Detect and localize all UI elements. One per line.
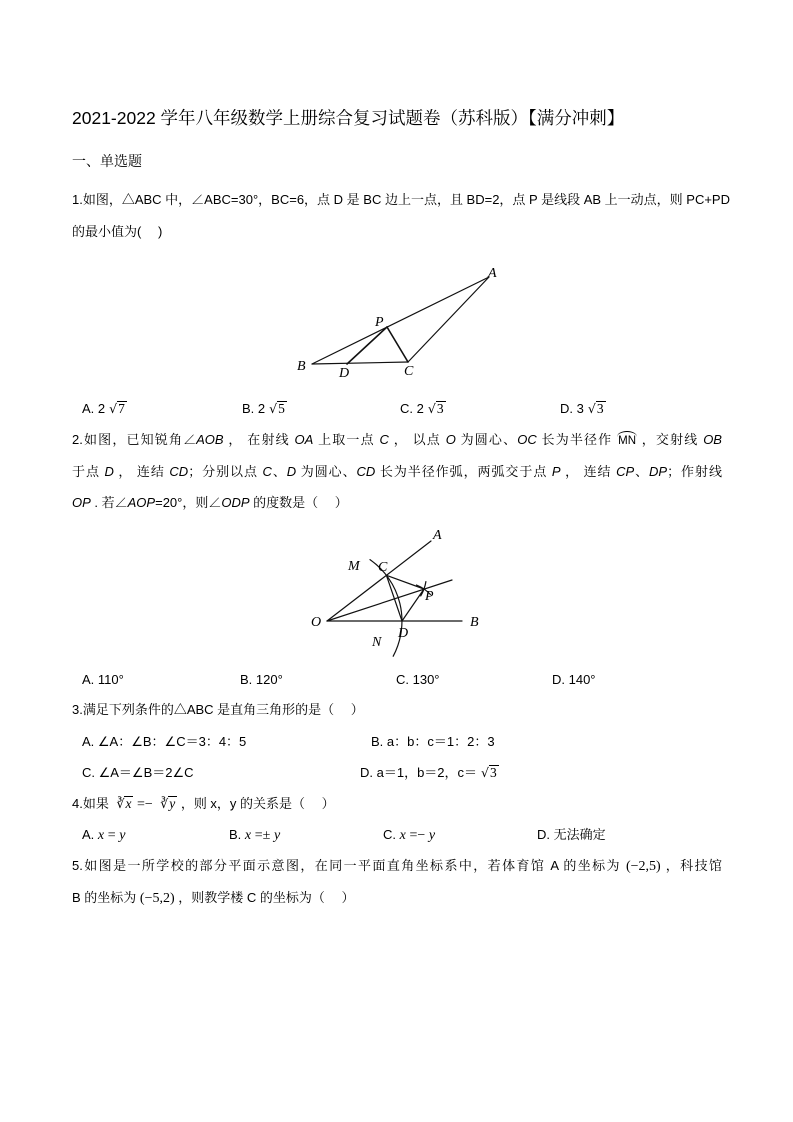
page-title: 2021-2022 学年八年级数学上册综合复习试题卷（苏科版）【满分冲刺】 (72, 108, 625, 128)
math-var: D (104, 464, 114, 479)
text-segment: 4.如果 (72, 796, 113, 811)
text-segment: ， 连结 (113, 464, 170, 479)
math-var: CD (356, 464, 376, 479)
label-c: C (404, 364, 414, 379)
text-segment: B 的坐标为 (72, 890, 137, 905)
option-label: C. (383, 827, 396, 842)
q3-option-b: B. a：b：c＝1：2：3 (371, 734, 495, 749)
text-segment: =20°，则∠ (155, 495, 222, 510)
q2-option-b: B. 120° (240, 672, 283, 687)
radicand: 5 (278, 401, 285, 416)
math-var: O (445, 432, 456, 447)
math-var: OB (703, 432, 722, 447)
label-p: P (375, 315, 384, 330)
radicand: y (169, 796, 176, 811)
math-var: CP (616, 464, 635, 479)
coordinate-b: (−5,2) (139, 891, 175, 906)
cube-root-sign: ∛ (116, 796, 125, 811)
q2-option-d: D. 140° (552, 672, 596, 687)
text-segment: ；作射线 (667, 464, 722, 479)
math-var: OP (72, 495, 91, 510)
q3-option-d (360, 764, 499, 782)
sqrt-sign: √ (587, 401, 596, 416)
coefficient: 2 (257, 401, 266, 416)
sqrt-sign: √ (269, 401, 278, 416)
q4-option-d (537, 826, 606, 844)
radicand: 3 (596, 401, 604, 416)
label-d: D (398, 626, 409, 641)
coefficient: 3 (576, 401, 584, 416)
radicand: 3 (490, 765, 497, 780)
q2-stem-line3 (72, 494, 722, 512)
sqrt-sign: √ (427, 401, 436, 416)
segment-cd (386, 575, 402, 621)
math-var: OA (294, 432, 314, 447)
q1-figure (290, 262, 510, 382)
math-var: y (119, 828, 126, 843)
coordinate-a: (−2,5) (625, 859, 661, 874)
text-segment: 2.如图，已知锐角∠ (72, 432, 197, 447)
text-segment: ，则 x，y 的关系是（ ） (177, 796, 335, 811)
math-var: y (428, 828, 436, 843)
q1-option-d (560, 400, 606, 418)
segment-pd (347, 327, 387, 364)
segment-cp (386, 575, 424, 589)
radicand: x (125, 796, 132, 811)
label-a: A (488, 266, 497, 281)
math-var: y (273, 828, 281, 843)
label-o: O (311, 615, 322, 630)
option-label: B. (242, 401, 255, 416)
text-segment: ， 连结 (560, 464, 617, 479)
math-var: OC (517, 432, 537, 447)
segment-ac (408, 277, 489, 362)
arc-mn-symbol: MN (618, 435, 636, 447)
option-text: 无法确定 (553, 827, 606, 842)
math-var: AOB (196, 432, 224, 447)
q3-option-c: C. ∠A＝∠B＝2∠C (82, 765, 194, 780)
label-m: M (348, 559, 360, 574)
option-label: C. (400, 401, 413, 416)
math-operator: = (107, 828, 116, 843)
math-var: x (399, 828, 406, 843)
option-label: D. (560, 401, 573, 416)
radicand: 7 (118, 401, 125, 416)
text-segment: ， 在射线 (223, 432, 295, 447)
q3-stem: 3.满足下列条件的△ABC 是直角三角形的是（ ） (72, 702, 364, 717)
coefficient: 2 (97, 401, 106, 416)
cube-root-sign: ∛ (160, 796, 169, 811)
text-segment: 、 (271, 464, 287, 479)
sqrt-sign: √ (109, 401, 118, 416)
label-d: D (339, 366, 350, 381)
text-segment: 长为半径作弧，两弧交于点 (375, 464, 552, 479)
text-segment: . 若∠ (90, 495, 128, 510)
radicand: 3 (436, 401, 444, 416)
label-c: C (378, 560, 388, 575)
math-var: x (244, 828, 252, 843)
math-var: D (286, 464, 297, 479)
q2-option-c: C. 130° (396, 672, 440, 687)
text-segment: 长为半径作 (536, 432, 618, 447)
text-segment: 于点 (72, 464, 105, 479)
label-b: B (470, 615, 479, 630)
q3-option-a: A. ∠A：∠B：∠C＝3：4：5 (82, 734, 247, 749)
q4-stem (72, 795, 722, 813)
q1-stem-line2: 的最小值为( ) (72, 224, 163, 239)
option-label: B. (229, 827, 242, 842)
segment-dp (402, 589, 424, 621)
segment-pc (387, 327, 408, 362)
label-a: A (433, 528, 442, 543)
text-segment: 、 (634, 464, 650, 479)
math-operator: =± (254, 828, 271, 843)
q2-option-a: A. 110° (82, 672, 124, 687)
label-b: B (297, 359, 306, 374)
ray-oa (327, 541, 431, 621)
math-operator: =− (133, 797, 157, 812)
q2-figure (300, 525, 490, 660)
text-segment: 上取一点 (313, 432, 380, 447)
text-segment: ，交射线 (637, 432, 704, 447)
math-var: AOP (127, 495, 156, 510)
q2-stem-line2 (72, 463, 722, 481)
q4-option-a (82, 826, 126, 844)
q1-option-a (82, 400, 127, 418)
option-text: D. a＝1，b＝2，c＝ (360, 765, 478, 780)
text-segment: ， 以点 (388, 432, 446, 447)
option-label: A. (82, 827, 95, 842)
math-var: C (262, 464, 272, 479)
option-label: A. (82, 401, 95, 416)
option-label: D. (537, 827, 550, 842)
text-segment: 为圆心、 (455, 432, 518, 447)
label-p: P (425, 589, 434, 604)
math-var: CD (169, 464, 189, 479)
math-var: x (97, 828, 105, 843)
q5-stem-line2 (72, 889, 722, 907)
q4-option-c (383, 826, 435, 844)
q5-stem-line1 (72, 857, 722, 875)
q1-option-c (400, 400, 446, 418)
q2-stem-line1 (72, 431, 722, 449)
math-var: DP (649, 464, 668, 479)
q1-option-b (242, 400, 287, 418)
segment-bc (312, 362, 408, 364)
label-n: N (372, 635, 382, 650)
text-segment: 为圆心、 (296, 464, 357, 479)
math-var: C (379, 432, 389, 447)
q1-stem-line1: 1.如图，△ABC 中，∠ABC=30°，BC=6，点 D 是 BC 边上一点，且 BD=2，点 P 是线段 AB 上一动点，则 PC+PD (72, 192, 730, 207)
section-heading: 一、单选题 (72, 153, 142, 169)
sqrt-sign: √ (481, 765, 490, 780)
text-segment: 的度数是（ ） (249, 495, 348, 510)
text-segment: ，则教学楼 C 的坐标为（ ） (178, 890, 355, 905)
math-var: ODP (221, 495, 250, 510)
text-segment: 5.如图是一所学校的部分平面示意图，在同一平面直角坐标系中，若体育馆 A 的坐标为 (72, 858, 621, 873)
math-var: P (551, 464, 561, 479)
text-segment: ，科技馆 (665, 858, 722, 873)
q4-option-b (229, 826, 280, 844)
coefficient: 2 (416, 401, 424, 416)
text-segment: ；分别以点 (188, 464, 263, 479)
math-operator: =− (409, 828, 426, 843)
